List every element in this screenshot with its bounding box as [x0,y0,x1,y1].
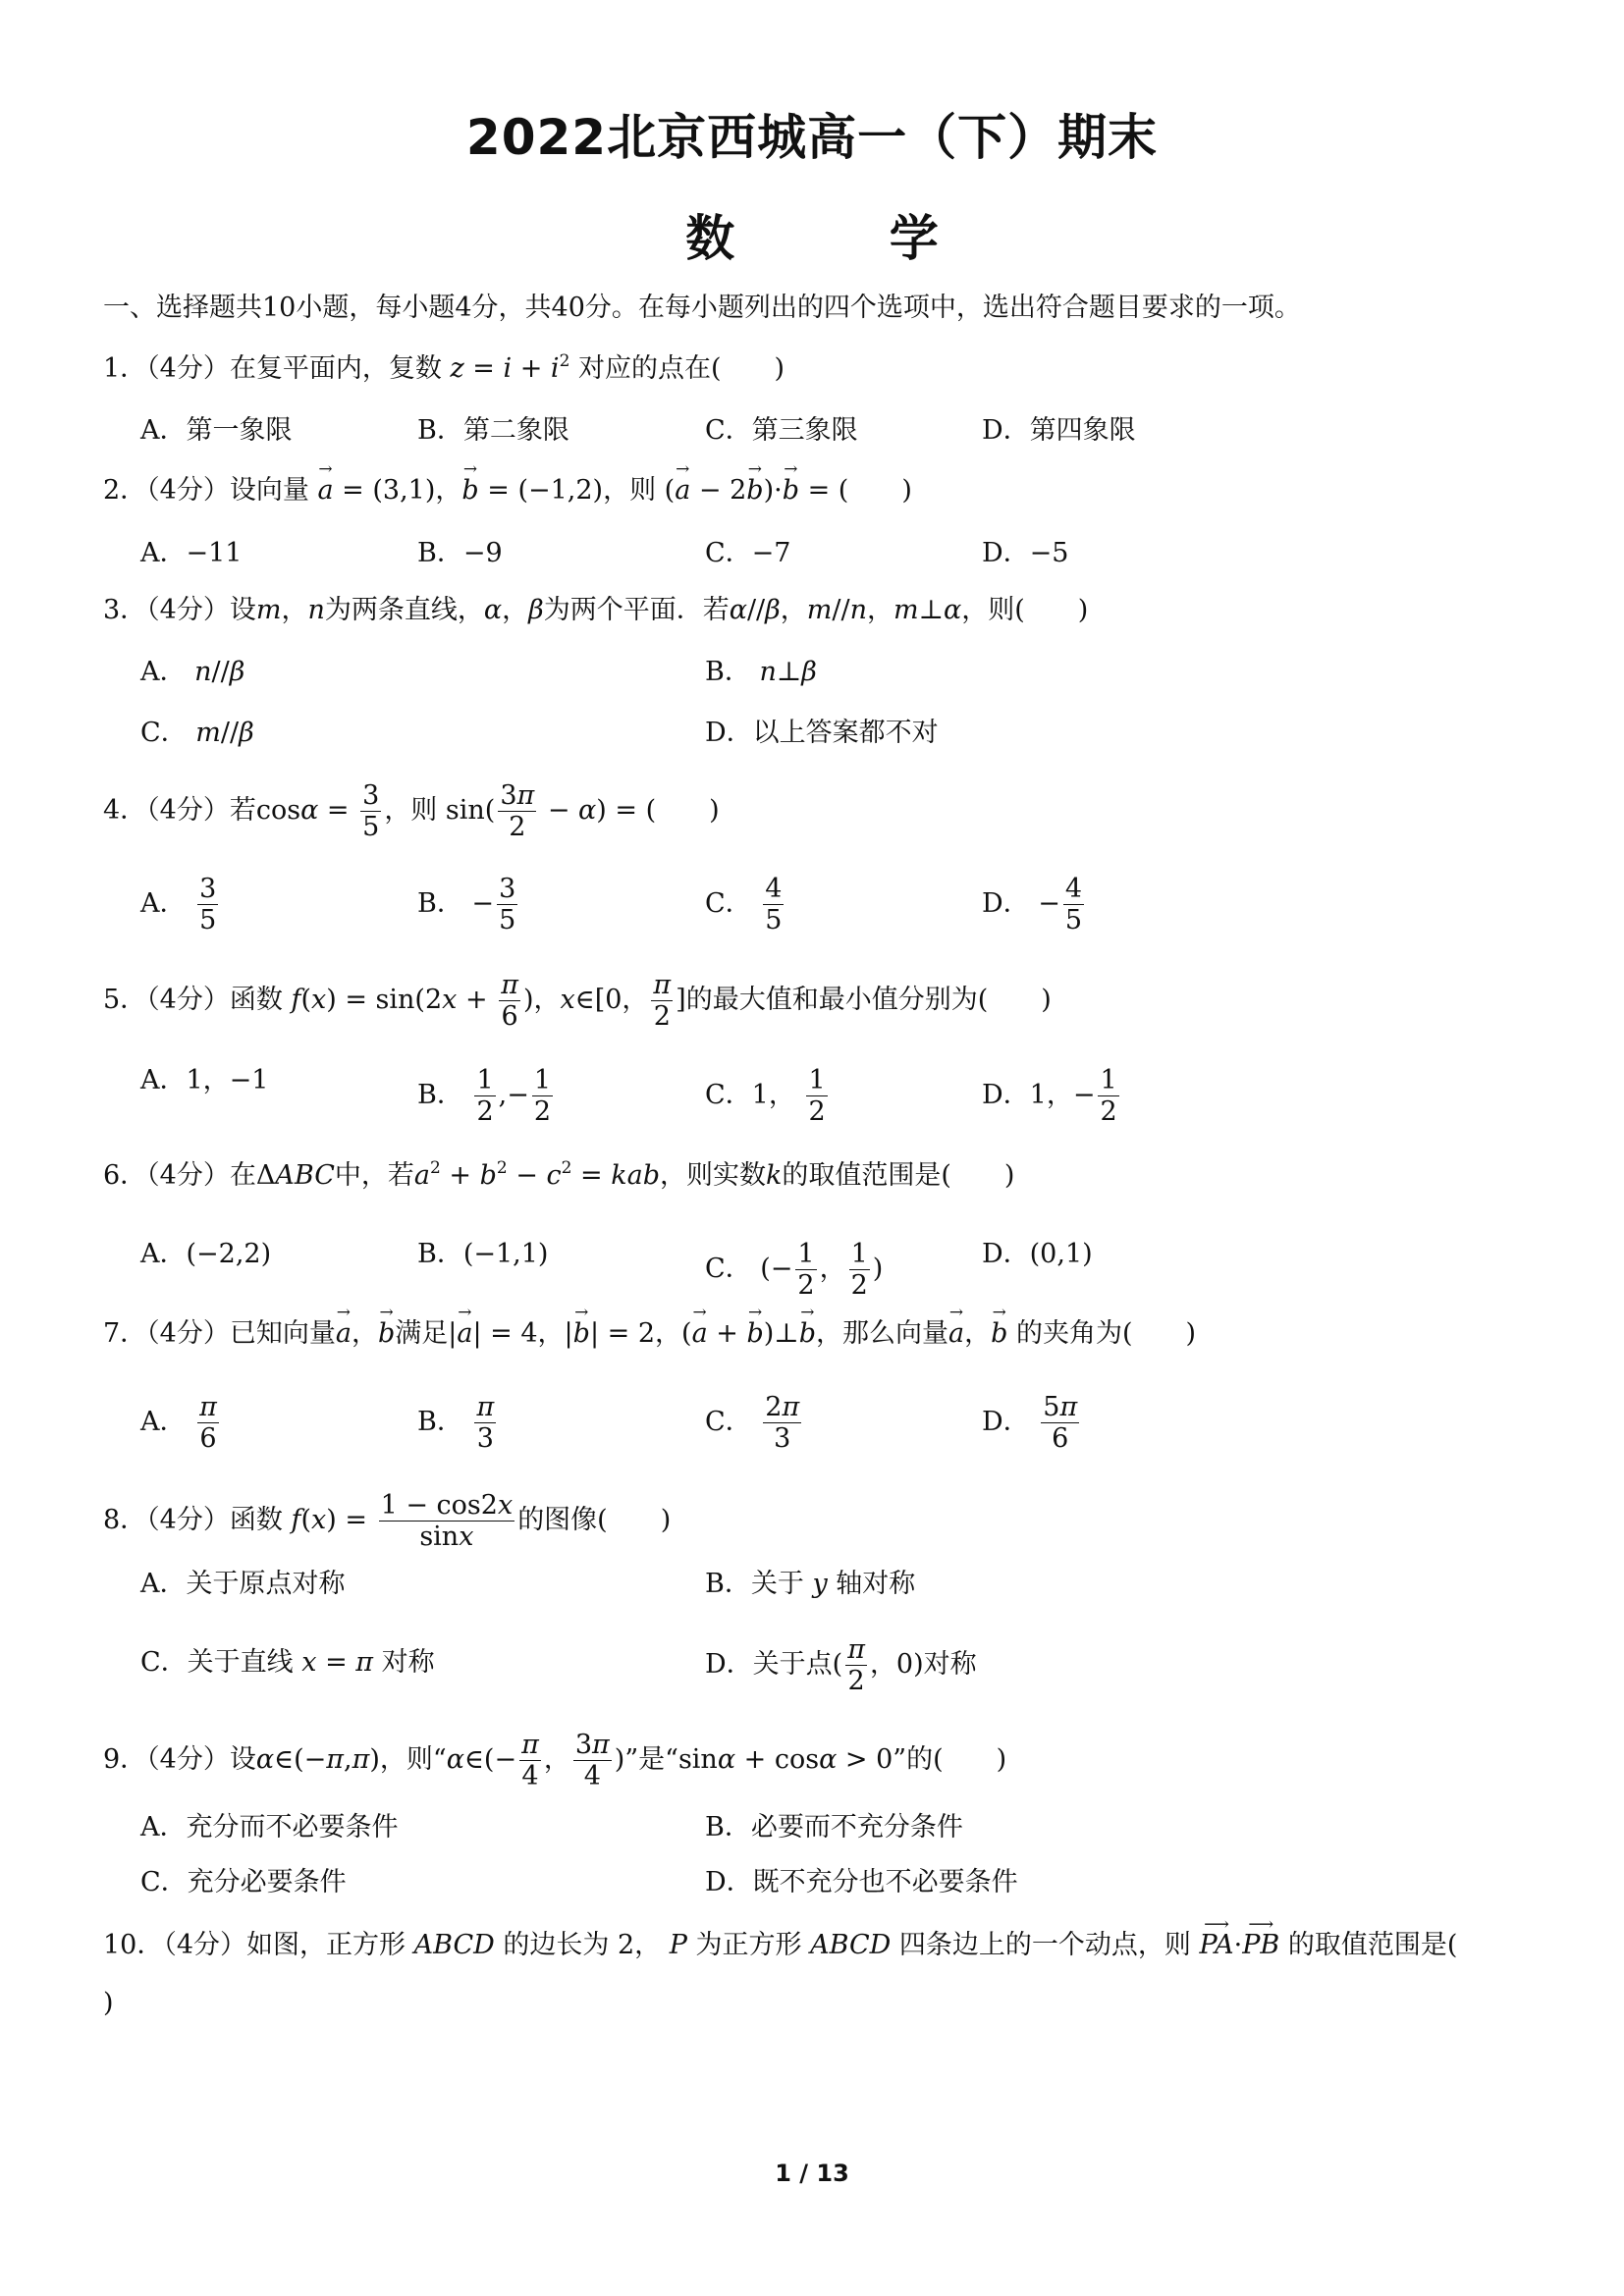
q4-option-c: C． $\frac{4}{5}$ [705,874,783,936]
q9-option-b: B．必要而不充分条件 [705,1812,963,1842]
q1-option-b: B．第二象限 [417,415,569,446]
q9-option-a: A．充分而不必要条件 [140,1812,399,1842]
page-number: 1 / 13 [775,2160,849,2187]
question-4: 4．（4分）若cosα = $\frac{3}{5}$ ，则 sin( $\frac{3\pi}{2}$ − α) = ( ) [103,780,720,843]
question-9: 9．（4分）设α∈(−π,π)，则“α∈(− $\frac{\pi}{4}$ ， $\frac{3\pi}{4}$ )”是“sinα + cosα > 0”的( ) [103,1730,1007,1792]
q6-option-b: B．(−1,1) [417,1239,549,1269]
q9-option-c: C．充分必要条件 [140,1867,347,1897]
question-10: 10．（4分）如图，正方形 ABCD 的边长为 2， P 为正方形 ABCD 四条边上的一个动点，则 ⟶ PA·⟶ PB 的取值范围是( [103,1930,1457,1961]
q5-option-d: D．1，− $\frac{1}{2}$ [982,1065,1117,1128]
section-heading: 一、选择题共10小题，每小题4分，共40分。在每小题列出的四个选项中，选出符合题目要求的一项。 [103,293,1301,323]
q5-option-a: A．1，−1 [140,1065,269,1095]
q3-option-b: B． n⊥β [705,657,817,687]
q5-option-c: C．1， $\frac{1}{2}$ [705,1065,826,1128]
question-8: 8．（4分）函数 f(x) = $\frac{1 - \cos 2x}{\sin x}$ 的图像( ) [103,1490,672,1553]
q8-option-d: D．关于点( $\frac{\pi}{2}$ ，0)对称 [705,1634,977,1697]
question-3: 3．（4分）设m，n为两条直线，α，β为两个平面．若α//β，m//n，m⊥α，则( ) [103,595,1089,625]
q4-option-a: A． $\frac{3}{5}$ [140,874,217,936]
q3-option-a: A． n//β [140,657,245,687]
question-7: 7．（4分）已知向量→ a，→ b满足|→ a| = 4，|→ b| = 2，(→ a + → b)⊥→ b，那么向量→ a，→ b 的夹角为( ) [103,1318,1196,1350]
subject-title: 数 学 [685,210,1007,267]
q2-option-b: B．−9 [417,538,503,568]
q9-option-d: D．既不充分也不必要条件 [705,1867,1018,1897]
q8-option-a: A．关于原点对称 [140,1569,346,1599]
q7-option-b: B． $\frac{\pi}{3}$ [417,1392,495,1455]
page-title: 2022北京西城高一（下）期末 [465,109,1159,166]
q5-option-b: B． $\frac{1}{2}$ ,− $\frac{1}{2}$ [417,1065,552,1128]
q4-option-d: D． − $\frac{4}{5}$ [982,874,1083,936]
q2-option-a: A．−11 [140,538,243,568]
q1-option-d: D．第四象限 [982,415,1136,446]
question-1: 1．（4分）在复平面内，复数 $z = i + i^2$ 对应的点在( ) [103,351,785,384]
q3-option-d: D．以上答案都不对 [705,718,939,748]
q6-option-d: D．(0,1) [982,1239,1093,1269]
q8-option-b: B．关于 y 轴对称 [705,1569,916,1599]
question-5: 5．（4分）函数 f(x) = sin(2x + $\frac{\pi}{6}$ )，x∈[0， $\frac{\pi}{2}$ ]的最大值和最小值分别为( ) [103,970,1052,1033]
q1-option-a: A．第一象限 [140,415,293,446]
q7-option-c: C． $\frac{2\pi}{3}$ [705,1392,800,1455]
q6-option-c: C． (− $\frac{1}{2}$ ， $\frac{1}{2}$ ) [705,1239,884,1302]
q6-option-a: A．(−2,2) [140,1239,272,1269]
question-6: 6．（4分）在ΔABC中，若$a^2 + b^2 - c^2$ = kab，则实数k的取值范围是( ) [103,1158,1015,1191]
q2-option-d: D．−5 [982,538,1069,568]
q7-option-a: A． $\frac{\pi}{6}$ [140,1392,217,1455]
q8-option-c: C．关于直线 x = π 对称 [140,1647,435,1678]
question-2: 2．（4分）设向量 → a = (3,1)，→ b = (−1,2)，则 (→ a − 2→ b)·→ b = ( ) [103,475,912,507]
q1-option-c: C．第三象限 [705,415,858,446]
q3-option-c: C． m//β [140,718,254,748]
q4-option-b: B． − $\frac{3}{5}$ [417,874,516,936]
question-10-end: ) [103,1988,114,2018]
q7-option-d: D． $\frac{5\pi}{6}$ [982,1392,1078,1455]
q2-option-c: C．−7 [705,538,791,568]
